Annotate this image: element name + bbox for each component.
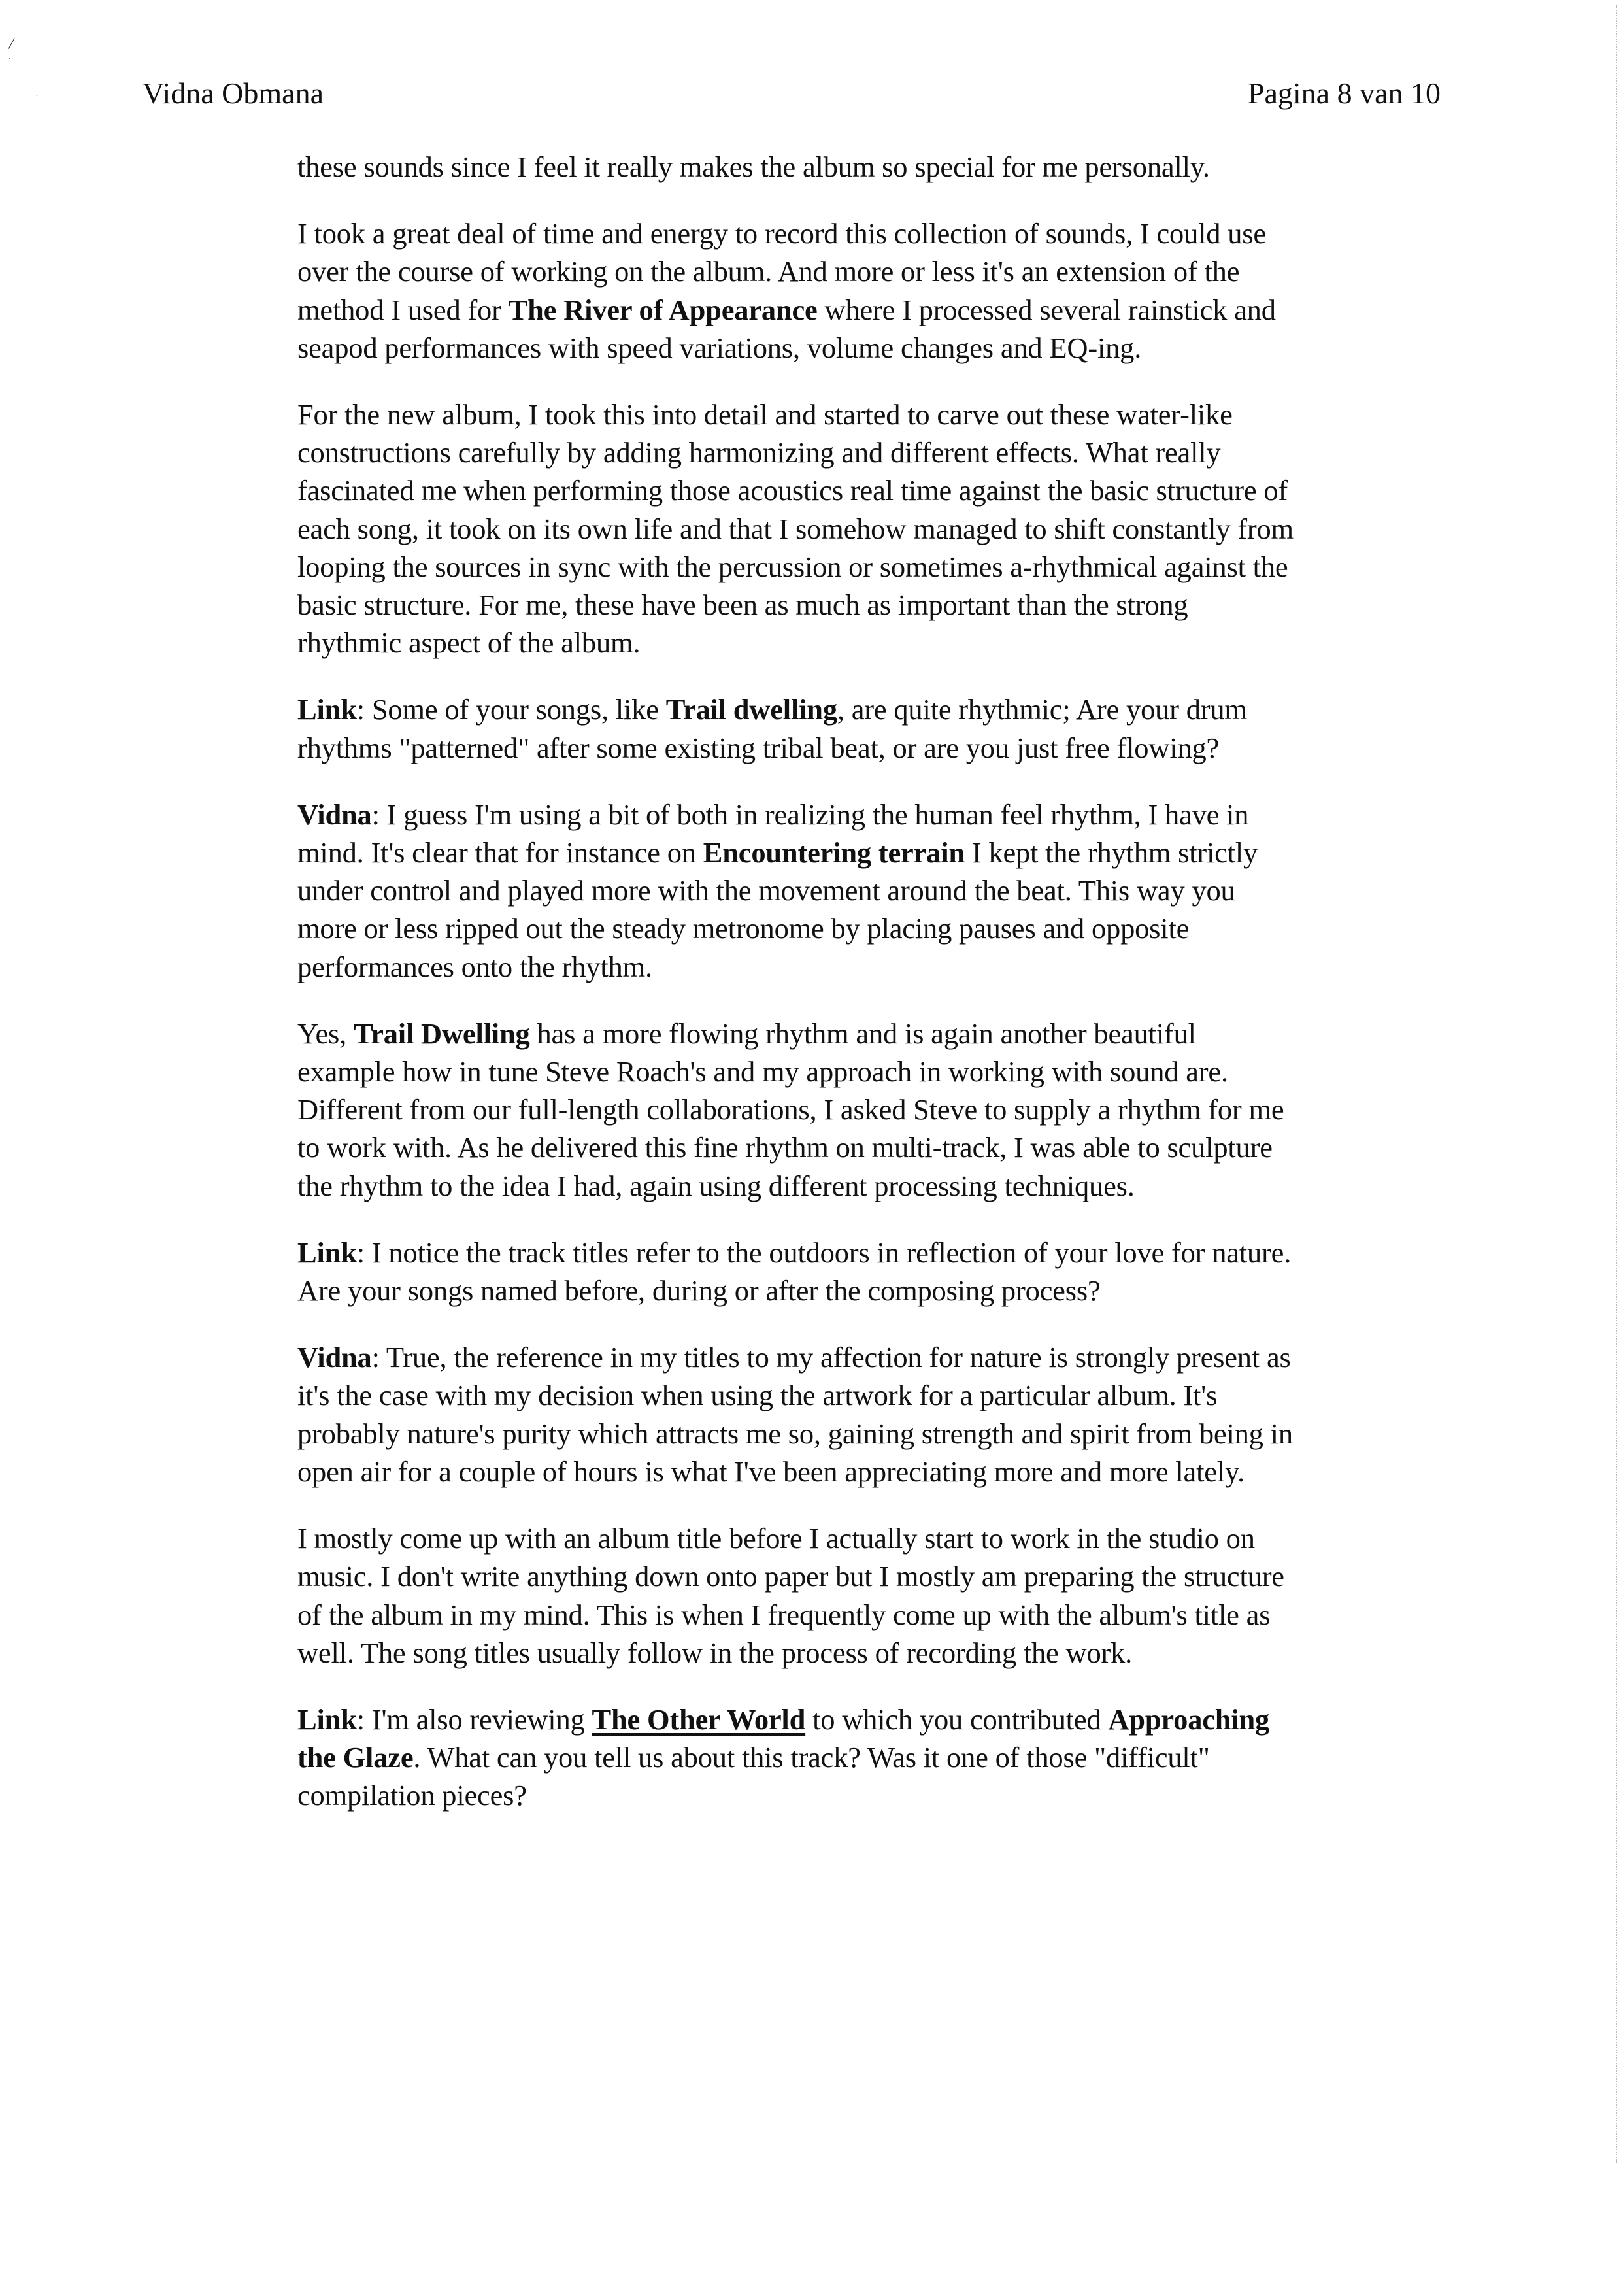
text-run: : True, the reference in my titles to my affection for nature is strongly present as it's the case with my decision when using the artwork for a particular album. It's probably nature's purity which attracts me so, gaining strength and spirit from being in open air for a couple of hours is what I've been appreciating more and more lately.	[297, 1341, 1293, 1488]
text-run: : I notice the track titles refer to the outdoors in reflection of your love for nature. Are your songs named before, during or after the composing process?	[297, 1236, 1292, 1308]
text-run: : Some of your songs, like	[356, 693, 666, 726]
track-title: Encountering terrain	[703, 836, 965, 869]
text-run: these sounds since I feel it really makes the album so special for me personally.	[297, 150, 1210, 183]
text-run: has a more flowing rhythm and is again another beautiful example how in tune Steve Roach's and my approach in working with sound are. Different from our full-length collaborations, I asked Steve to supply a rhythm for me to work with. As he delivered this fine rhythm on multi-track, I was able to sculpture the rhythm to the idea I had, again using different processing techniques.	[297, 1017, 1284, 1202]
paragraph	[297, 396, 1297, 662]
text-run: I took a great deal of time and energy to record this collection of sounds, I could use over the course of working on the album. And more or less it's an extension of the method I used for	[297, 217, 1266, 326]
page-number: Pagina 8 van 10	[1247, 76, 1441, 110]
paragraph	[297, 1015, 1297, 1205]
scan-artifact-mark: /	[7, 33, 16, 54]
text-run: Yes,	[297, 1017, 354, 1050]
scan-artifact-dot	[9, 58, 10, 59]
interview-question	[297, 1700, 1297, 1815]
text-run: : I'm also reviewing	[356, 1702, 592, 1736]
document-body	[297, 148, 1297, 1844]
text-run: For the new album, I took this into detail and started to carve out these water-like constructions carefully by adding harmonizing and different effects. What really fascinated me when performing those acoustics real time against the basic structure of each song, it took on its own life and that I somehow managed to shift constantly from looping the sources in sync with the percussion or sometimes a-rhythmical against the basic structure. For me, these have been as much as important than the strong rhythmic aspect of the album.	[297, 398, 1294, 660]
text-run: : I guess I'm using a bit of both in realizing the human feel rhythm, I have in mind. It's clear that for instance on	[297, 798, 1249, 869]
track-title: Approaching the Glaze	[297, 1702, 1270, 1774]
interview-answer	[297, 1338, 1297, 1491]
paragraph	[297, 1519, 1297, 1672]
album-title-link[interactable]: The Other World	[592, 1702, 806, 1736]
speaker-label: Link	[297, 693, 357, 726]
text-run: . What can you tell us about this track? Was it one of those "difficult" compilation pieces?	[297, 1741, 1210, 1812]
speaker-label: Vidna	[297, 1341, 372, 1374]
paragraph	[297, 214, 1297, 367]
interview-answer	[297, 796, 1297, 986]
interview-question	[297, 690, 1297, 766]
speaker-label: Link	[297, 1702, 357, 1736]
track-title: Trail Dwelling	[354, 1017, 530, 1050]
speaker-label: Link	[297, 1236, 357, 1269]
text-run: where I processed several rainstick and seapod performances with speed variations, volume changes and EQ-ing.	[297, 293, 1276, 364]
album-title: The River of Appearance	[508, 293, 818, 326]
interview-question	[297, 1234, 1297, 1309]
text-run: I kept the rhythm strictly under control and played more with the movement around the beat. This way you more or less ripped out the steady metronome by placing pauses and opposite performances onto the rhythm.	[297, 836, 1258, 983]
header-title: Vidna Obmana	[142, 76, 324, 110]
track-title: Trail dwelling	[665, 693, 837, 726]
text-run: to which you contributed	[805, 1702, 1109, 1736]
paragraph	[297, 148, 1297, 186]
text-run: , are quite rhythmic; Are your drum rhythms "patterned" after some existing tribal beat, or are you just free flowing?	[297, 693, 1247, 764]
page-header	[142, 75, 1441, 112]
page-edge-line	[1616, 5, 1617, 2163]
speaker-label: Vidna	[297, 798, 372, 831]
scan-artifact-mark: ·	[35, 92, 39, 101]
text-run: I mostly come up with an album title before I actually start to work in the studio on music. I don't write anything down onto paper but I mostly am preparing the structure of the album in my mind. This is when I frequently come up with the album's title as well. The song titles usually follow in the process of recording the work.	[297, 1522, 1284, 1669]
